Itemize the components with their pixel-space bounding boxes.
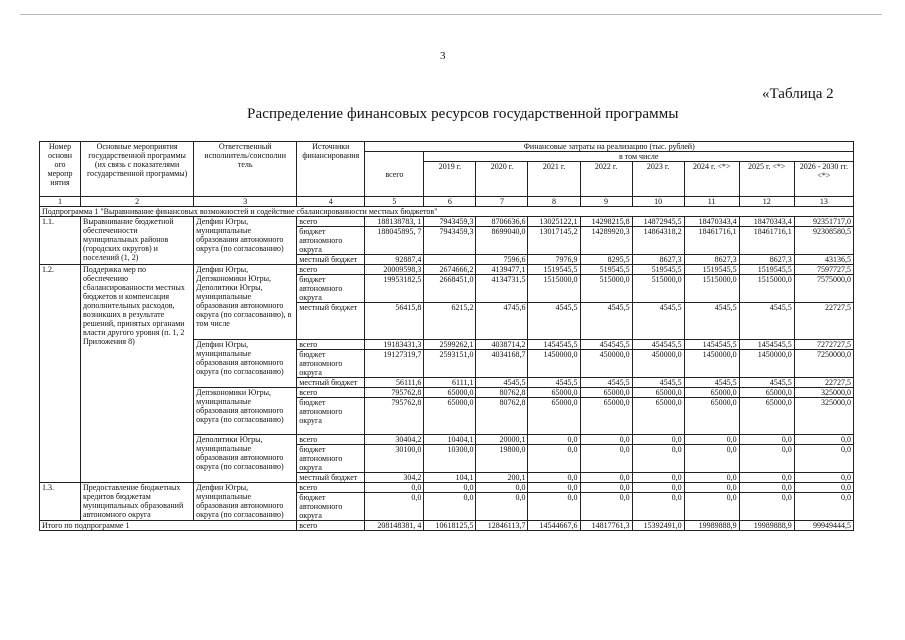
value-cell: 65000,0 (528, 398, 580, 435)
value-cell: 304,2 (365, 473, 424, 483)
col-head-sources: Источники финансирования (297, 142, 365, 197)
total-label: Итого по подпрограмме 1 (40, 521, 297, 531)
value-cell: 13025122,1 (528, 217, 580, 227)
value-cell: 325000,0 (794, 388, 853, 398)
col-head-total: всего (365, 152, 424, 197)
column-number-row (40, 197, 854, 207)
value-cell: 7597727,5 (794, 265, 853, 275)
value-cell: 65000,0 (528, 388, 580, 398)
value-cell: 2599262,1 (424, 340, 476, 350)
col-head-year: 2022 г. (580, 162, 632, 197)
value-cell: 7575000,0 (794, 275, 853, 303)
value-cell: 65000,0 (632, 388, 684, 398)
value-cell: 99949444,5 (794, 521, 853, 531)
table-row (40, 483, 854, 493)
funding-source: всего (297, 217, 365, 227)
value-cell: 4545,5 (739, 378, 794, 388)
subprogram-row (40, 207, 854, 217)
funding-source: всего (297, 521, 365, 531)
value-cell: 0,0 (580, 435, 632, 445)
value-cell: 18461716,1 (739, 227, 794, 255)
value-cell: 19183431,3 (365, 340, 424, 350)
value-cell: 0,0 (632, 473, 684, 483)
value-cell: 188045895, 7 (365, 227, 424, 255)
value-cell: 92308580,5 (794, 227, 853, 255)
value-cell: 4545,5 (684, 303, 739, 340)
value-cell: 2674666,2 (424, 265, 476, 275)
value-cell: 0,0 (739, 493, 794, 521)
col-head-year: 2026 - 2030 гг. <*> (794, 162, 853, 197)
responsible-executor: Депфин Югры, Депэкономики Югры, Деполитики Югры, муниципальные образования автономного округа (по согласованию), в том числе (194, 265, 297, 340)
funding-source: бюджет автономного округа (297, 398, 365, 435)
value-cell: 4545,5 (739, 303, 794, 340)
column-number: 5 (365, 197, 424, 207)
column-number: 4 (297, 197, 365, 207)
value-cell: 0,0 (739, 473, 794, 483)
value-cell: 2668451,0 (424, 275, 476, 303)
column-number: 13 (794, 197, 853, 207)
column-number: 8 (528, 197, 580, 207)
value-cell: 4545,5 (528, 303, 580, 340)
value-cell: 22727,5 (794, 378, 853, 388)
value-cell: 0,0 (794, 435, 853, 445)
col-head-responsible: Ответственный исполнитель/соисполни тель (194, 142, 297, 197)
value-cell: 0,0 (794, 493, 853, 521)
value-cell: 65000,0 (739, 388, 794, 398)
page-title: Распределение финансовых ресурсов государственной программы (247, 106, 679, 122)
activity-name: Поддержка мер по обеспечению сбалансированности местных бюджетов и компенсация дополнительных расходов, возникших в результате решений, принятых органами власти другого уровня (п. 1, 2 Приложения 8) (81, 265, 194, 483)
value-cell: 6111,1 (424, 378, 476, 388)
value-cell: 0,0 (476, 493, 528, 521)
value-cell: 0,0 (580, 493, 632, 521)
value-cell: 4545,5 (632, 303, 684, 340)
value-cell: 20000,1 (476, 435, 528, 445)
value-cell: 65000,0 (580, 388, 632, 398)
value-cell: 14298215,8 (580, 217, 632, 227)
column-number: 9 (580, 197, 632, 207)
value-cell: 65000,0 (424, 398, 476, 435)
value-cell: 30404,2 (365, 435, 424, 445)
value-cell: 4545,5 (476, 378, 528, 388)
header-row (40, 142, 854, 152)
value-cell: 65000,0 (632, 398, 684, 435)
value-cell: 7272727,5 (794, 340, 853, 350)
value-cell: 10404,1 (424, 435, 476, 445)
value-cell: 325000,0 (794, 398, 853, 435)
value-cell: 0,0 (580, 445, 632, 473)
value-cell: 795762,8 (365, 388, 424, 398)
value-cell: 4034168,7 (476, 350, 528, 378)
value-cell: 4038714,2 (476, 340, 528, 350)
value-cell: 8699040,0 (476, 227, 528, 255)
value-cell: 0,0 (794, 445, 853, 473)
value-cell: 18470343,4 (684, 217, 739, 227)
responsible-executor: Депэкономики Югры, муниципальные образования автономного округа (по согласованию) (194, 388, 297, 435)
value-cell: 7250000,0 (794, 350, 853, 378)
total-row (40, 521, 854, 531)
value-cell: 1454545,5 (739, 340, 794, 350)
value-cell: 18461716,1 (684, 227, 739, 255)
value-cell: 65000,0 (684, 388, 739, 398)
financing-table (39, 141, 854, 531)
value-cell: 14289920,3 (580, 227, 632, 255)
value-cell: 10300,0 (424, 445, 476, 473)
value-cell: 0,0 (528, 473, 580, 483)
col-head-year: 2021 г. (528, 162, 580, 197)
column-number: 6 (424, 197, 476, 207)
value-cell: 0,0 (580, 473, 632, 483)
value-cell: 8627,3 (739, 255, 794, 265)
col-head-year: 2025 г. <*> (739, 162, 794, 197)
value-cell: 454545,5 (580, 340, 632, 350)
value-cell: 0,0 (684, 435, 739, 445)
value-cell: 0,0 (794, 473, 853, 483)
value-cell: 7596,6 (476, 255, 528, 265)
value-cell: 19127319,7 (365, 350, 424, 378)
funding-source: всего (297, 483, 365, 493)
value-cell: 7943459,3 (424, 217, 476, 227)
col-head-activities: Основные мероприятия государственной программы (их связь с показателями государственной программы) (81, 142, 194, 197)
value-cell: 8706636,6 (476, 217, 528, 227)
value-cell: 0,0 (365, 493, 424, 521)
value-cell: 7976,9 (528, 255, 580, 265)
value-cell: 65000,0 (684, 398, 739, 435)
value-cell: 0,0 (632, 493, 684, 521)
value-cell: 80762,8 (476, 398, 528, 435)
value-cell: 1450000,0 (528, 350, 580, 378)
value-cell: 1454545,5 (684, 340, 739, 350)
funding-source: местный бюджет (297, 255, 365, 265)
activity-number: 1.3. (40, 483, 81, 521)
value-cell: 0,0 (528, 483, 580, 493)
value-cell: 0,0 (528, 493, 580, 521)
funding-source: местный бюджет (297, 303, 365, 340)
value-cell: 450000,0 (580, 350, 632, 378)
column-number: 12 (739, 197, 794, 207)
value-cell: 0,0 (684, 483, 739, 493)
value-cell: 1515000,0 (739, 275, 794, 303)
funding-source: всего (297, 435, 365, 445)
value-cell: 0,0 (528, 445, 580, 473)
value-cell: 1519545,5 (528, 265, 580, 275)
value-cell: 0,0 (632, 445, 684, 473)
value-cell: 0,0 (365, 483, 424, 493)
value-cell: 0,0 (632, 435, 684, 445)
funding-source: местный бюджет (297, 378, 365, 388)
col-head-year: 2020 г. (476, 162, 528, 197)
value-cell: 200,1 (476, 473, 528, 483)
table-row (40, 217, 854, 227)
value-cell: 19800,0 (476, 445, 528, 473)
value-cell: 0,0 (739, 435, 794, 445)
value-cell: 65000,0 (424, 388, 476, 398)
column-number: 11 (684, 197, 739, 207)
value-cell: 18470343,4 (739, 217, 794, 227)
value-cell: 43136,5 (794, 255, 853, 265)
value-cell: 515000,0 (580, 275, 632, 303)
value-cell: 795762,8 (365, 398, 424, 435)
value-cell: 4134731,5 (476, 275, 528, 303)
value-cell: 56111,6 (365, 378, 424, 388)
value-cell: 1450000,0 (739, 350, 794, 378)
value-cell: 0,0 (684, 473, 739, 483)
value-cell: 4545,5 (528, 378, 580, 388)
value-cell: 0,0 (424, 493, 476, 521)
value-cell: 515000,0 (632, 275, 684, 303)
value-cell: 4545,5 (632, 378, 684, 388)
value-cell: 1515000,0 (528, 275, 580, 303)
value-cell: 19989888,9 (739, 521, 794, 531)
value-cell: 1450000,0 (684, 350, 739, 378)
value-cell: 92351717,0 (794, 217, 853, 227)
value-cell: 104,1 (424, 473, 476, 483)
value-cell: 0,0 (580, 483, 632, 493)
value-cell: 4545,5 (580, 303, 632, 340)
column-number: 2 (81, 197, 194, 207)
value-cell: 13017145,2 (528, 227, 580, 255)
value-cell: 12846113,7 (476, 521, 528, 531)
funding-source: всего (297, 340, 365, 350)
col-head-year: 2024 г. <*> (684, 162, 739, 197)
activity-number: 1.1. (40, 217, 81, 265)
table-reference: «Таблица 2 (762, 86, 834, 102)
value-cell: 0,0 (794, 483, 853, 493)
value-cell: 65000,0 (580, 398, 632, 435)
funding-source: бюджет автономного округа (297, 350, 365, 378)
value-cell: 14544667,6 (528, 521, 580, 531)
value-cell: 15392491,0 (632, 521, 684, 531)
value-cell: 7943459,3 (424, 227, 476, 255)
column-number: 7 (476, 197, 528, 207)
value-cell: 0,0 (684, 445, 739, 473)
value-cell: 22727,5 (794, 303, 853, 340)
funding-source: бюджет автономного округа (297, 227, 365, 255)
funding-source: местный бюджет (297, 473, 365, 483)
value-cell: 4745,6 (476, 303, 528, 340)
value-cell: 1454545,5 (528, 340, 580, 350)
value-cell: 0,0 (739, 483, 794, 493)
column-number: 1 (40, 197, 81, 207)
funding-source: всего (297, 388, 365, 398)
value-cell: 10618125,5 (424, 521, 476, 531)
value-cell: 0,0 (424, 483, 476, 493)
value-cell: 20009598,3 (365, 265, 424, 275)
value-cell: 8627,3 (632, 255, 684, 265)
value-cell: 454545,5 (632, 340, 684, 350)
value-cell: 92887,4 (365, 255, 424, 265)
responsible-executor: Депфин Югры, муниципальные образования автономного округа (по согласованию) (194, 217, 297, 265)
value-cell: 80762,8 (476, 388, 528, 398)
funding-source: всего (297, 265, 365, 275)
value-cell (424, 255, 476, 265)
value-cell: 208148381, 4 (365, 521, 424, 531)
activity-name: Выравнивание бюджетной обеспеченности муниципальных районов (городских округов) и поселений (1, 2) (81, 217, 194, 265)
value-cell: 0,0 (684, 493, 739, 521)
value-cell: 2593151,0 (424, 350, 476, 378)
col-head-year: 2019 г. (424, 162, 476, 197)
value-cell: 1515000,0 (684, 275, 739, 303)
value-cell: 519545,5 (580, 265, 632, 275)
column-number: 10 (632, 197, 684, 207)
activity-name: Предоставление бюджетных кредитов бюджетам муниципальных образований автономного округа (81, 483, 194, 521)
table-row (40, 265, 854, 275)
col-head-including: в том числе (424, 152, 854, 162)
responsible-executor: Деполитики Югры, муниципальные образования автономного округа (по согласованию) (194, 435, 297, 483)
subprogram-title: Подпрограмма 1 "Выравнивание финансовых возможностей и содействие сбалансированности местных бюджетов" (40, 207, 854, 217)
value-cell: 450000,0 (632, 350, 684, 378)
column-number: 3 (194, 197, 297, 207)
value-cell: 1519545,5 (739, 265, 794, 275)
col-head-year: 2023 г. (632, 162, 684, 197)
value-cell: 4545,5 (684, 378, 739, 388)
value-cell: 56415,8 (365, 303, 424, 340)
value-cell: 14864318,2 (632, 227, 684, 255)
value-cell: 0,0 (739, 445, 794, 473)
value-cell: 1519545,5 (684, 265, 739, 275)
scan-edge-line (20, 14, 882, 15)
value-cell: 14872945,5 (632, 217, 684, 227)
col-head-financing: Финансовые затраты на реализацию (тыс. рублей) (365, 142, 854, 152)
value-cell: 0,0 (632, 483, 684, 493)
value-cell: 0,0 (476, 483, 528, 493)
value-cell: 188138783, 1 (365, 217, 424, 227)
col-head-number: Номер основн ого меропр иятия (40, 142, 81, 197)
value-cell: 8295,5 (580, 255, 632, 265)
value-cell: 519545,5 (632, 265, 684, 275)
funding-source: бюджет автономного округа (297, 445, 365, 473)
page-number: 3 (440, 50, 446, 62)
funding-source: бюджет автономного округа (297, 493, 365, 521)
value-cell: 4545,5 (580, 378, 632, 388)
value-cell: 0,0 (528, 435, 580, 445)
value-cell: 19953182,5 (365, 275, 424, 303)
funding-source: бюджет автономного округа (297, 275, 365, 303)
responsible-executor: Депфин Югры, муниципальные образования автономного округа (по согласованию) (194, 340, 297, 388)
value-cell: 30100,0 (365, 445, 424, 473)
value-cell: 19989888,9 (684, 521, 739, 531)
value-cell: 6215,2 (424, 303, 476, 340)
value-cell: 4139477,1 (476, 265, 528, 275)
activity-number: 1.2. (40, 265, 81, 483)
value-cell: 14817761,3 (580, 521, 632, 531)
value-cell: 8627,3 (684, 255, 739, 265)
value-cell: 65000,0 (739, 398, 794, 435)
responsible-executor: Депфин Югры, муниципальные образования автономного округа (по согласованию) (194, 483, 297, 521)
